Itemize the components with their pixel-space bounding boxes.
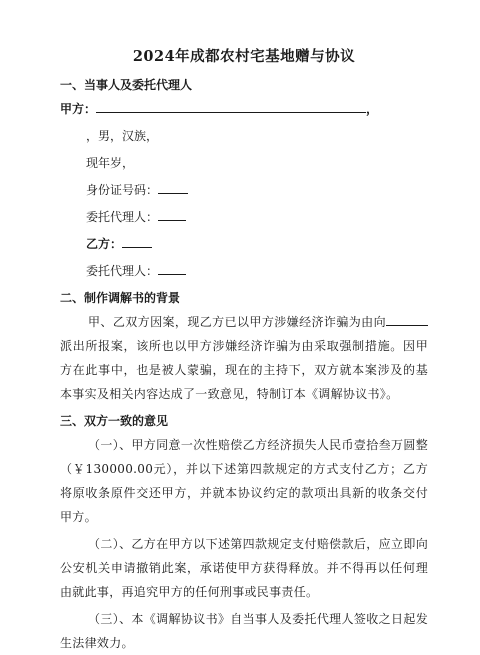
section1-heading: 一、当事人及委托代理人 xyxy=(60,78,193,92)
id-number-label: 身份证号码： xyxy=(86,183,159,197)
agreement-item-3 xyxy=(60,607,428,655)
yifang-label: 乙方： xyxy=(86,237,123,251)
gender-ethnicity-line: ，男，汉族， xyxy=(86,129,159,143)
agreement-item-2-text: （二）、乙方在甲方以下述第四款规定支付赔偿款后，应立即向公安机关申请撤销此案，承诺使甲方获得释放。并不得再以任何理由就此事，再追究甲方的任何刑事或民事责任。 xyxy=(60,537,428,599)
jiafang-name-blank xyxy=(96,98,366,113)
agreement-item-3-text: （三）、本《调解协议书》自当事人及委托代理人签收之日起发生法律效力。 xyxy=(60,612,428,650)
document-title: 2024年成都农村宅基地赠与协议 xyxy=(132,48,356,65)
yifang-name-blank xyxy=(122,235,152,248)
agent2-label: 委托代理人： xyxy=(86,264,159,278)
age-line: 现年岁， xyxy=(86,156,135,170)
jiafang-line xyxy=(60,97,428,121)
agent1-label: 委托代理人： xyxy=(86,210,159,224)
section2-heading: 二、制作调解书的背景 xyxy=(60,291,181,305)
agreement-item-1 xyxy=(60,433,428,529)
agreement-item-1-text: （一）、甲方同意一次性赔偿乙方经济损失人民币壹拾叁万圆整（￥130000.00元），并以下述第四款规定的方式支付乙方；乙方将原收条原件交还甲方，并就本协议约定的款项出具新的收条交付甲方。 xyxy=(60,438,428,524)
id-number-line xyxy=(60,178,428,202)
yifang-line xyxy=(60,232,428,256)
agent1-blank xyxy=(158,208,186,221)
agent2-blank xyxy=(158,262,186,275)
police-station-blank xyxy=(386,313,428,326)
jiafang-label: 甲方： xyxy=(60,102,97,116)
background-text-b: 派出所报案，该所也以甲方涉嫌经济诈骗为由采取强制措施。因甲方在此事中，也是被人蒙骗，现在的主持下，双方就本案涉及的基本事实及相关内容达成了一致意见，特制订本《调解协议书》。 xyxy=(60,339,428,401)
agreement-item-2 xyxy=(60,532,428,604)
agent2-line xyxy=(60,259,428,283)
background-paragraph xyxy=(60,310,428,406)
id-number-blank xyxy=(158,181,188,194)
jiafang-tail: ， xyxy=(366,102,379,116)
agent1-line xyxy=(60,205,428,229)
background-text-a: 甲、乙双方因案，现乙方已以甲方涉嫌经济诈骗为由向 xyxy=(88,315,386,329)
section3-heading: 三、双方一致的意见 xyxy=(60,414,169,428)
